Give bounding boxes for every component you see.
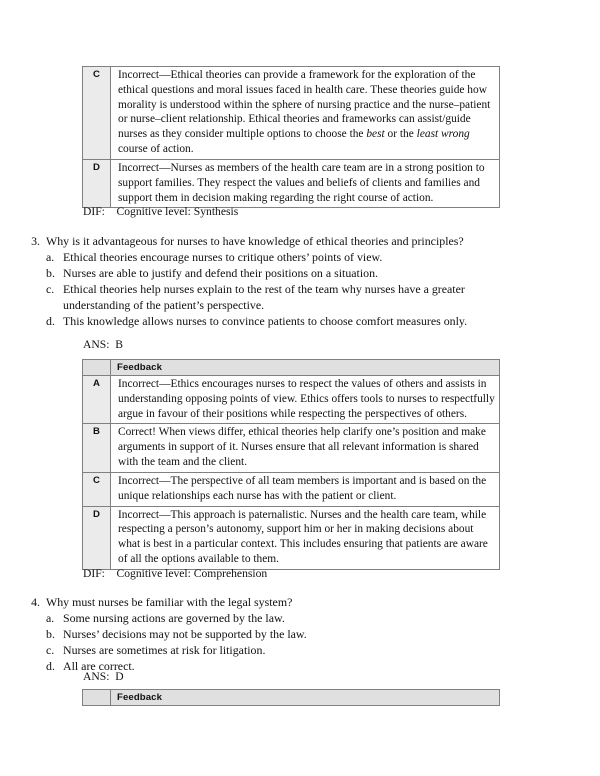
feedback-table-q4 — [82, 689, 500, 706]
question-4-choices — [20, 610, 510, 674]
table-row — [83, 506, 500, 569]
choice-a-letter: a. — [46, 250, 55, 264]
table-row — [83, 159, 500, 207]
choice-a[interactable] — [20, 610, 510, 626]
feedback-table-q3 — [82, 359, 500, 570]
header-feedback-label: Feedback — [111, 690, 500, 706]
choice-b[interactable] — [20, 265, 510, 281]
feedback-emphasis-best: best — [366, 128, 385, 141]
feedback-text: Incorrect—This approach is paternalistic. Nurses and the health care team, while respecting a person’s autonomy, support him or her in making decisions about what is best in a particular context. This includes ensuring that patients are aware of all the options available to them. — [111, 506, 500, 569]
feedback-text: Incorrect—The perspective of all team members is important and is based on the unique relationships each nurse has with the patient or client. — [111, 472, 500, 506]
choice-b-text: Nurses are able to justify and defend their positions on a situation. — [63, 266, 379, 280]
table-row — [83, 472, 500, 506]
feedback-text-part: or the — [384, 128, 417, 141]
choice-c-text: Nurses are sometimes at risk for litigation. — [63, 643, 266, 657]
choice-d-letter: d. — [46, 659, 55, 673]
question-3-choices — [20, 249, 510, 329]
option-letter: D — [83, 506, 111, 569]
choice-a-text: Some nursing actions are governed by the law. — [63, 611, 285, 625]
choice-c-letter: c. — [46, 282, 55, 296]
feedback-text-part: Incorrect—Ethical theories can provide a framework for the exploration of the ethical questions and moral issues faced in health care. These theories guide how morality is understood within the sphere of nursing practice and the nurse–patient or nurse–client relationship. Ethical theories and frameworks can assist/guide nurses as they consider multiple options to choose the — [118, 69, 491, 141]
question-4-stem: Why must nurses be familiar with the legal system? — [46, 595, 293, 609]
header-blank-cell — [83, 690, 111, 706]
choice-d-letter: d. — [46, 314, 55, 328]
choice-c[interactable] — [20, 642, 510, 658]
table-header-row — [83, 690, 500, 706]
feedback-emphasis-least-wrong: least wrong — [416, 128, 470, 141]
question-3-number: 3. — [31, 234, 40, 248]
choice-a[interactable] — [20, 249, 510, 265]
feedback-text: Incorrect—Ethics encourages nurses to respect the values of others and assists in understanding opposing points of view. Ethics offers tools to nurses to respectfully argue in favour of their positions while respecting the perspectives of others. — [111, 375, 500, 423]
feedback-table-continued — [82, 66, 500, 208]
choice-d[interactable] — [20, 313, 510, 329]
option-letter: B — [83, 424, 111, 472]
question-4 — [20, 594, 510, 674]
choice-d-text: This knowledge allows nurses to convince patients to choose comfort measures only. — [63, 314, 468, 328]
answer-line-3: ANS: B — [83, 338, 123, 351]
answer-line-4: ANS: D — [83, 670, 124, 683]
choice-c-letter: c. — [46, 643, 55, 657]
question-3-stem-row — [20, 233, 510, 249]
difficulty-line-1: DIF: Cognitive level: Synthesis — [83, 205, 239, 218]
table-row — [83, 424, 500, 472]
choice-a-letter: a. — [46, 611, 55, 625]
table-row — [83, 375, 500, 423]
table-row — [83, 67, 500, 160]
choice-c-text: Ethical theories help nurses explain to the rest of the team why nurses have a greater understanding of the patient’s perspective. — [63, 282, 465, 312]
question-3-stem: Why is it advantageous for nurses to have knowledge of ethical theories and principles? — [46, 234, 464, 248]
feedback-text: Correct! When views differ, ethical theories help clarify one’s position and make arguments in support of it. Nurses ensure that all relevant information is shared with the team and the client. — [111, 424, 500, 472]
choice-b-letter: b. — [46, 266, 55, 280]
option-letter: C — [83, 472, 111, 506]
choice-b[interactable] — [20, 626, 510, 642]
difficulty-line-2: DIF: Cognitive level: Comprehension — [83, 567, 268, 580]
feedback-text-part: course of action. — [118, 143, 194, 156]
choice-c[interactable] — [20, 281, 510, 313]
choice-b-letter: b. — [46, 627, 55, 641]
feedback-text — [111, 67, 500, 160]
question-4-stem-row — [20, 594, 510, 610]
option-letter: A — [83, 375, 111, 423]
option-letter: D — [83, 159, 111, 207]
feedback-text: Incorrect—Nurses as members of the health care team are in a strong position to support families. They respect the values and beliefs of clients and families and support them in decision making regarding the right course of action. — [111, 159, 500, 207]
choice-a-text: Ethical theories encourage nurses to critique others’ points of view. — [63, 250, 383, 264]
header-feedback-label: Feedback — [111, 360, 500, 376]
choice-d-text: All are correct. — [63, 659, 135, 673]
question-4-number: 4. — [31, 595, 40, 609]
question-3 — [20, 233, 510, 329]
option-letter: C — [83, 67, 111, 160]
table-header-row — [83, 360, 500, 376]
header-blank-cell — [83, 360, 111, 376]
choice-b-text: Nurses’ decisions may not be supported by the law. — [63, 627, 307, 641]
